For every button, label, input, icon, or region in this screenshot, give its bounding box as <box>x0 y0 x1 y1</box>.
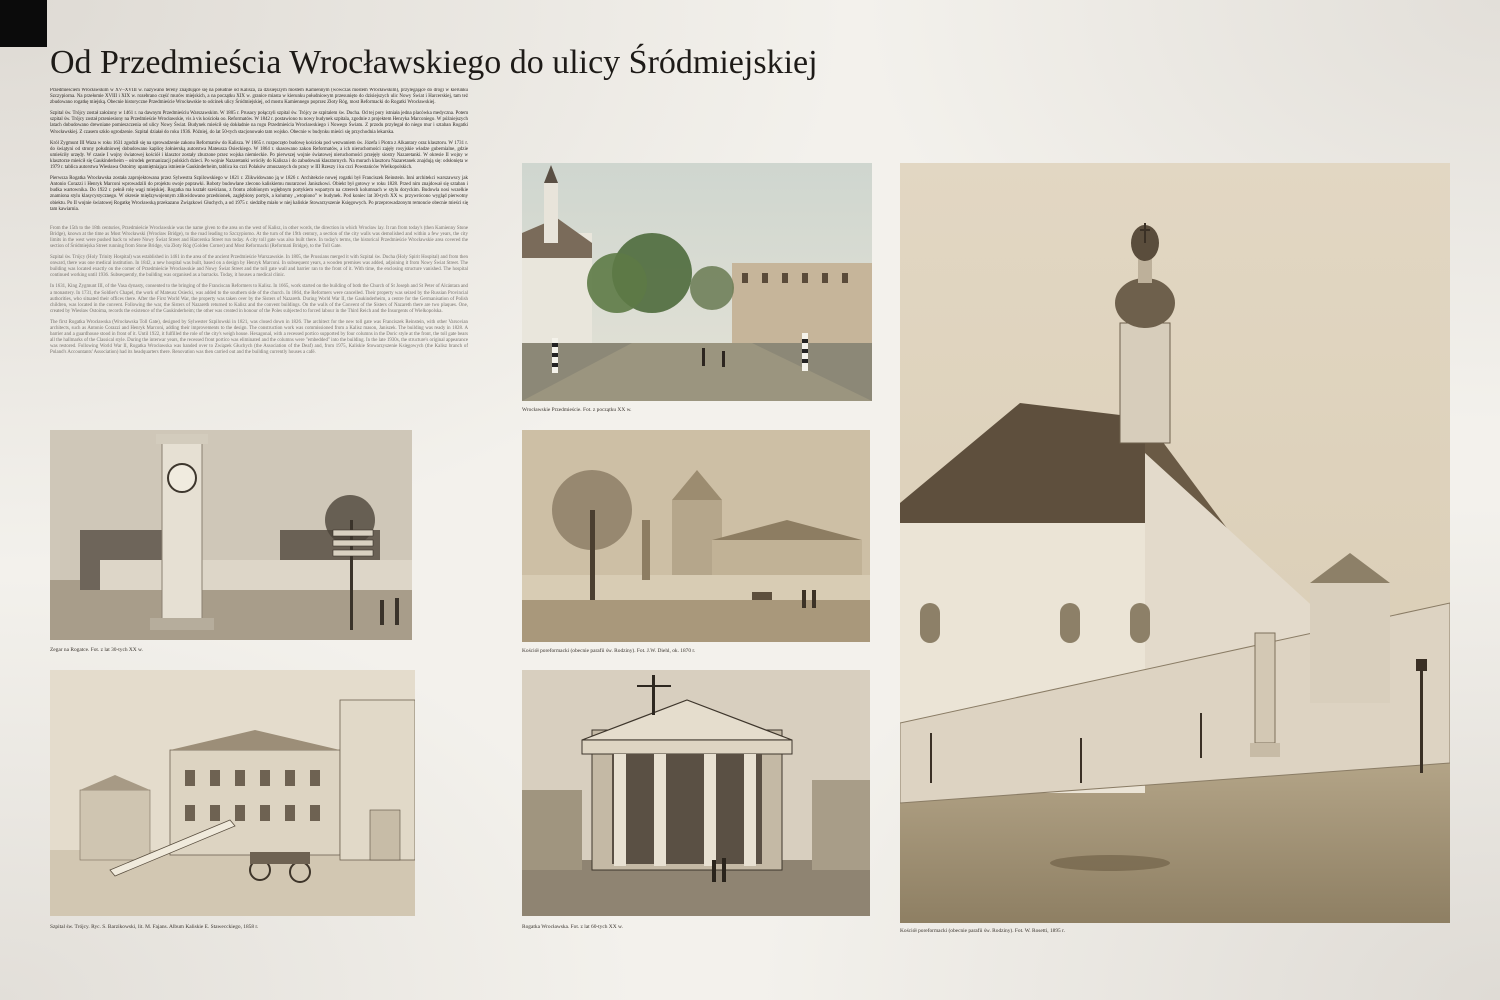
church-photo-art <box>900 163 1450 923</box>
caption-clock: Zegar na Rogatce. Fot. z lat 30-tych XX w. <box>50 647 143 653</box>
reformati-photo <box>522 430 870 642</box>
hospital-photo <box>50 670 415 916</box>
paragraph-en-1: From the 15th to the 18th centuries, Przedmieście Wrocławskie was the name given to the area on the west of Kalisz, in other words, the direction in which Wrocław lay. It ran from today's (then Kamienny Stone Bridge), known at the time as Most Wrocławski (Wrocław Bridge), to the road leading to Szczypiorno. At the turn of the 19th century, a section of the city walls was demolished and within a few years, the city limits in the west were pushed back to where Nowy Świat Street and Harcerska Street run today. A city toll gate was also built there. In today's terms, the historical Przedmieście Wrocławskie area covered the section of Śródmiejska Street running from Stone Bridge, via Złoty Róg (Golden Corner) and Most Reformacki (Reformati Bridge), to the Toll Gate. <box>50 225 468 249</box>
article-text <box>50 88 468 428</box>
caption-hospital: Szpital św. Trójcy. Ryc. S. Barzikowski, lit. M. Fajans. Album Kaliskie E. Stawecckiego, 1858 r. <box>50 924 259 930</box>
page-title: Od Przedmieścia Wrocławskiego do ulicy Śródmiejskiej <box>50 44 818 81</box>
reformati-photo-art <box>522 430 870 642</box>
paragraph-en-4: The first Rogatka Wrocławska (Wrocławska Toll Gate), designed by Sylwester Szpilowski in 1821, was closed down in 1826. The architect for the new toll gate was Franciszek Reinstein, with other Varsovian architects, such as Antonio Corazzi and Henryk Marconi, adding their improvements to the design. The construction work was commissioned from a Kalisz mason, Janiszek. The building was ready in 1828. A barrier and a guardhouse stood in front of it. Until 1922, it fulfilled the role of the city's weigh house. Hexagonal, with a recessed portico supported by four columns in the Doric style at the front, the toll gate bears all the hallmarks of the Classical style. During the interwar years, the recessed front portico was eliminated and the columns were "embedded" into the building. In the late 1930s, the structure's original appearance was restored. Following World War II, Rogatka Wrocławska was handed over to Związek Głuchych (the Association of the Deaf) and, from 1975, Kaliskie Stowarzyszenie Księgowych (the Kalisz branch of Poland's Accountants' Association) had its headquarters there. Renovation was then carried out and the building currently houses a café. <box>50 319 468 356</box>
clock-photo <box>50 430 412 640</box>
tollgate-photo-art <box>522 670 870 916</box>
street-photo <box>522 163 872 401</box>
paragraph-pl-1: Przedmieściem Wrocławskim w XV–XVIII w. nazywano tereny znajdujące się na południe od Kalisza, za dzisiejszym mostem Kamiennym (wówczas mostem Wrocławskim), przylegające do drogi w kierunku Szczypiorna. Na przełomie XVIII i XIX w. rozebrano część murów miejskich, a na początku XIX w. granice miasta w kierunku południowym przesunięto do dzisiejszych ulic Nowy Świat i Harcerskiej, tam też zbudowano rogatkę miejską. Obecnie historyczne Przedmieście Wrocławskie to odcinek ulicy Śródmiejskiej, od mostu Kamiennego poprzez Złoty Róg, most Reformacki do Rogatki Wrocławskiej. <box>50 88 468 106</box>
caption-street: Wrocławskie Przedmieście. Fot. z początku XX w. <box>522 407 632 413</box>
street-photo-art <box>522 163 872 401</box>
paragraph-pl-3: Król Zygmunt III Waza w roku 1631 zgodził się na sprowadzenie zakonu Reformatów do Kalisza. W 1665 r. rozpoczęto budowę kościoła pod wezwaniem św. Józefa i Piotra z Alkantary oraz klasztoru. W 1731 r. do świątyni od strony południowej dobudowano kaplicę żołnierską autorstwa Mateusza Osieckiego. W 1864 r. skasowano zakon Reformatów, a ich nieruchomości zajęły rosyjskie władze gubernialne, gdzie umieściły urzędy. W czasie I wojny światowej kościół i klasztor zostały zburzone przez wojska niemieckie. Po pierwszej wojnie światowej nieruchomości przejęły siostry Nazaretanki. W okresie II wojny w klasztorze mieścił się Gaukinderheim – ośrodek germanizacji polskich dzieci. Po wojnie Nazaretanki wróciły do Kalisza i do zabudowań klasztornych. Na murach klasztoru Nazaretanek znajdują się: odsłonięta w 1979 r. tablica autorstwa Wiesława Ostoimy upamiętniająca istnienie Gaukinderheim, tablica ku czci Polaków zmuszanych do pracy w III Rzeszy i ku czci Powstańców Wielkopolskich. <box>50 140 468 171</box>
hospital-photo-art <box>50 670 415 916</box>
caption-church: Kościół poreformacki (obecnie parafii św. Rodziny). Fot. W. Rosetti, 1895 r. <box>900 928 1065 934</box>
paragraph-en-3: In 1631, King Zygmunt III, of the Vasa dynasty, consented to the bringing of the Franciscan Reformers to Kalisz. In 1665, work started on the building of both the Church of St Joseph and St Peter of Alcántara and a monastery. In 1731, the Soldier's Chapel, the work of Mateusz Osiecki, was added to the southern side of the church. In 1864, the Reformers were cancelled. Their property was seized by the Russian Provincial authorities, who situated their offices there. After the First World War, the property was taken over by the Sisters of Nazareth. During World War II, the Gaukinderheim, a centre for the Germanisation of Polish children, was located in the convent. Following the war, the Sisters of Nazareth returned to Kalisz and the convent buildings. On the walls of the Convent of the Sisters of Nazareth there are two plaques. One, created by Wiesław Ostoima, records the existence of the Gaukinderheim; the other was created in honour of the Poles subjected to forced labour in the Third Reich and the Insurgents of Wielkopolska. <box>50 284 468 314</box>
caption-reformati: Kościół poreformacki (obecnie parafii św. Rodziny). Fot. J.W. Diehl, ok. 1870 r. <box>522 648 696 654</box>
church-photo <box>900 163 1450 923</box>
paragraph-pl-4: Pierwsza Rogatka Wrocławska została zaprojektowana przez Sylwestra Szpilowskiego w 1821 r. Zlikwidowano ją w 1826 r. Architekcie nowej rogatki był Franciszek Reinstein. Inni architekci warszawscy jak Antonio Corazzi i Henryk Marconi wprowadzili do projektu swoje poprawki. Roboty budowlane zlecono kaliskiemu murarzowi Janiszkowi. Obiekt był gotowy w roku 1828. Przed nim znajdował się sztaban i budka wartownika. Do 1922 r. pełnił rolę wagi miejskiej. Rogatka ma kształt sześcianu, z frontu zdobionym wgłębnym portykiem wspartym na czterech kolumnach w stylu doryckim. Budowla nosi wszelkie znamiona stylu klasycystycznego. W okresie międzywojennym zlikwidowano przedsionek, zaglębiony portyk, a kolumny „wtopiono” w budynek. Pod koniec lat 30-tych XX w. przywrócono wygląd pierwotny obiektu. Po II wojnie światowej Rogatkę Wrocławską przekazano Związkowi Głuchych, a od 1975 r. siedzibę miało w niej kaliskie Stowarzyszenie Księgowych. Po przeprowadzonym remoncie obecnie mieści się tam kawiarnia. <box>50 176 468 212</box>
paragraph-pl-2: Szpital św. Trójcy został założony w 1461 r. na dawnym Przedmieściu Warszawskim. W 1805 r. Prusacy połączyli szpital św. Trójcy ze szpitalem św. Ducha. Od tej pory istniała jedna placówka medyczna. Potem szpital św. Trójcy został przeniesiony na Przedmieście Wrocławskie, vis à vis kościoła oo. Reformatów. W 1842 r. postawiono tu nowy budynek szpitala, zgodnie z projektem Henryka Marconiego. W późniejszych latach dobudowano drewniane pomieszczenia od ulicy Nowy Świat. Budynek mieścił się dokładnie na rogu Przedmieścia Wrocławskiego i Nowego Światu. Z przodu przylegał do niego mur i sztaban Rogatki Wrocławskiej. Z czasem szkło ogrodzenie. Szpital działał do roku 1936. Później, do lat 50-tych stacjonowało tam wojsko. Obecnie w budynku mieści się przychodnia lekarska. <box>50 111 468 135</box>
caption-tollgate: Rogatka Wrocławska. Fot. z lat 60-tych XX w. <box>522 924 623 930</box>
corner-block <box>0 0 47 47</box>
tollgate-photo <box>522 670 870 916</box>
paragraph-en-2: Szpital św. Trójcy (Holy Trinity Hospital) was established in 1461 in the area of the ancient Przedmieście Warszawskie. In 1805, the Prussians merged it with Szpital św. Ducha (Holy Spirit Hospital) and from then onward, there was one medical institution. In 1842, a new hospital was built, based on a design by Henryk Marconi. In subsequent years, a wooden premises was added, adjoining it from Nowy Świat Street. The building was located exactly on the corner of Przedmieście Wrocławskie and Nowy Świat Street and the toll gate wall and barrier ran to the front of it. With time, the enclosing structure vanished. The hospital continued working until 1936. Subsequently, the building was organised as a barracks. Today, it houses a medical clinic. <box>50 255 468 279</box>
clock-photo-art <box>50 430 412 640</box>
